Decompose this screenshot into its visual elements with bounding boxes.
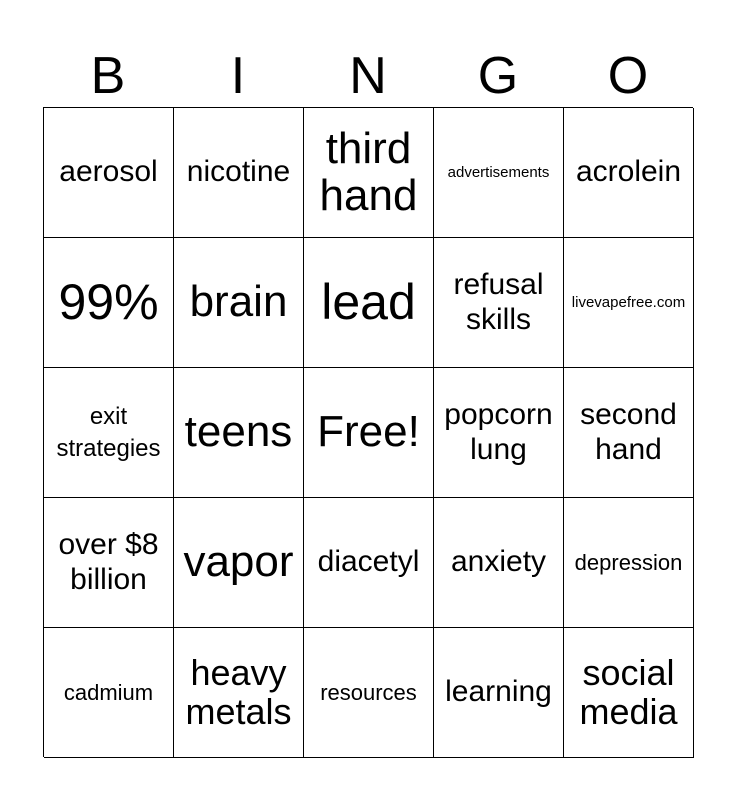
bingo-cell[interactable]: cadmium <box>44 628 174 758</box>
bingo-cell[interactable]: second hand <box>564 368 694 498</box>
bingo-cell[interactable]: 99% <box>44 238 174 368</box>
bingo-board <box>43 107 693 757</box>
bingo-cell[interactable]: anxiety <box>434 498 564 628</box>
bingo-cell[interactable]: exit strategies <box>44 368 174 498</box>
bingo-cell[interactable]: learning <box>434 628 564 758</box>
bingo-cell[interactable]: vapor <box>174 498 304 628</box>
header-letter-b: B <box>90 47 126 105</box>
bingo-cell[interactable]: advertisements <box>434 108 564 238</box>
bingo-cell[interactable]: diacetyl <box>304 498 434 628</box>
header-letter-o: O <box>607 47 649 105</box>
bingo-cell[interactable]: depression <box>564 498 694 628</box>
bingo-cell[interactable]: brain <box>174 238 304 368</box>
bingo-cell[interactable]: livevapefree.com <box>564 238 694 368</box>
bingo-cell[interactable]: heavy metals <box>174 628 304 758</box>
free-space[interactable]: Free! <box>304 368 434 498</box>
bingo-cell[interactable]: acrolein <box>564 108 694 238</box>
bingo-cell[interactable]: aerosol <box>44 108 174 238</box>
header-letter-i: I <box>230 47 246 105</box>
bingo-cell[interactable]: nicotine <box>174 108 304 238</box>
header-letter-g: G <box>477 47 519 105</box>
bingo-cell[interactable]: resources <box>304 628 434 758</box>
bingo-cell[interactable]: teens <box>174 368 304 498</box>
bingo-cell[interactable]: social media <box>564 628 694 758</box>
bingo-cell[interactable]: popcorn lung <box>434 368 564 498</box>
bingo-cell[interactable]: over $8 billion <box>44 498 174 628</box>
header-letter-n: N <box>349 47 387 105</box>
bingo-cell[interactable]: third hand <box>304 108 434 238</box>
bingo-cell[interactable]: lead <box>304 238 434 368</box>
bingo-cell[interactable]: refusal skills <box>434 238 564 368</box>
bingo-header <box>43 44 693 108</box>
